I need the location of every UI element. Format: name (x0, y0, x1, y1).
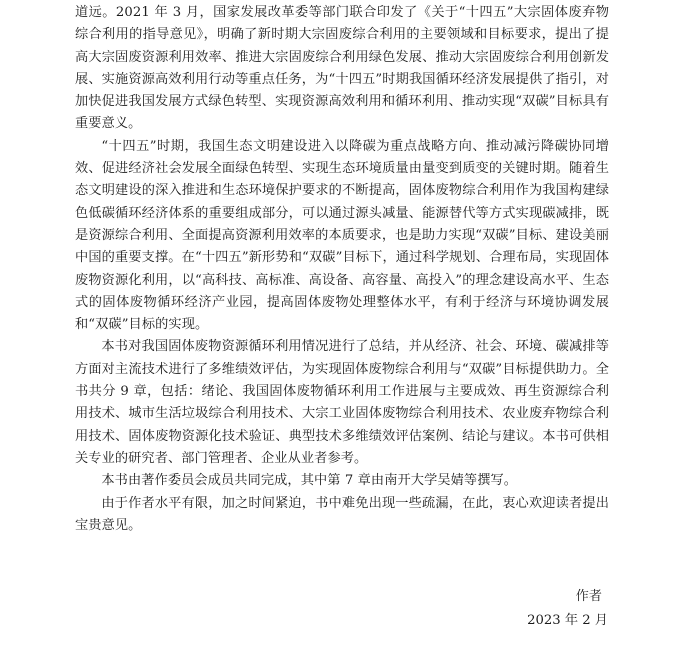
preface-body (75, 2, 609, 537)
paragraph-3: 本书对我国固体废物资源循环利用情况进行了总结，并从经济、社会、环境、碳减排等方面对主流技术进行了多维绩效评估，为实现固体废物综合利用与“双碳”目标提供助力。全书共分 9 章，包括：绪论、我国固体废物循环利用工作进展与主要成效、再生资源综合利用技术、城市生活垃圾综合利用技术、大宗工业固体废物综合利用技术、农业废弃物综合利用技术、固体废物资源化技术验证、典型技术多维绩效评估案例、结论与建议。本书可供相关专业的研究者、部门管理者、企业从业者参考。 (75, 339, 609, 466)
signature-author: 作者 (575, 589, 602, 604)
paragraph-2: “十四五”时期，我国生态文明建设进入以降碳为重点战略方向、推动减污降碳协同增效、促进经济社会发展全面绿色转型、实现生态环境质量由量变到质变的关键时期。随着生态文明建设的深入推进和生态环境保护要求的不断提高，固体废物综合利用作为我国构建绿色低碳循环经济体系的重要组成部分，可以通过源头减量、能源替代等方式实现碳减排，既是资源综合利用、全面提高资源利用效率的本质要求，也是助力实现“双碳”目标、建设美丽中国的重要支撑。在“十四五”新形势和“双碳”目标下，通过科学规划、合理布局，实现固体废物资源化利用，以“高科技、高标准、高设备、高容量、高投入”的理念建设高水平、生态式的固体废物循环经济产业园，提高固体废物处理整体水平，有利于经济与环境协调发展和“双碳”目标的实现。 (75, 138, 609, 333)
signature-date: 2023 年 2 月 (527, 613, 608, 628)
paragraph-4: 本书由著作委员会成员共同完成，其中第 7 章由南开大学吴婧等撰写。 (101, 473, 518, 489)
paragraph-5: 由于作者水平有限，加之时间紧迫，书中难免出现一些疏漏，在此，衷心欢迎读者提出宝贵意见。 (75, 495, 609, 533)
paragraph-1: 道远。2021 年 3 月，国家发展改革委等部门联合印发了《关于“十四五”大宗固体废弃物综合利用的指导意见》，明确了新时期大宗固废综合利用的主要领域和目标要求，提出了提高大宗固废资源利用效率、推进大宗固废综合利用绿色发展、推动大宗固废综合利用创新发展、实施资源高效利用行动等重点任务，为“十四五”时期我国循环经济发展提供了指引，对加快促进我国发展方式绿色转型、实现资源高效利用和循环利用、推动实现“双碳”目标具有重要意义。 (75, 5, 609, 132)
